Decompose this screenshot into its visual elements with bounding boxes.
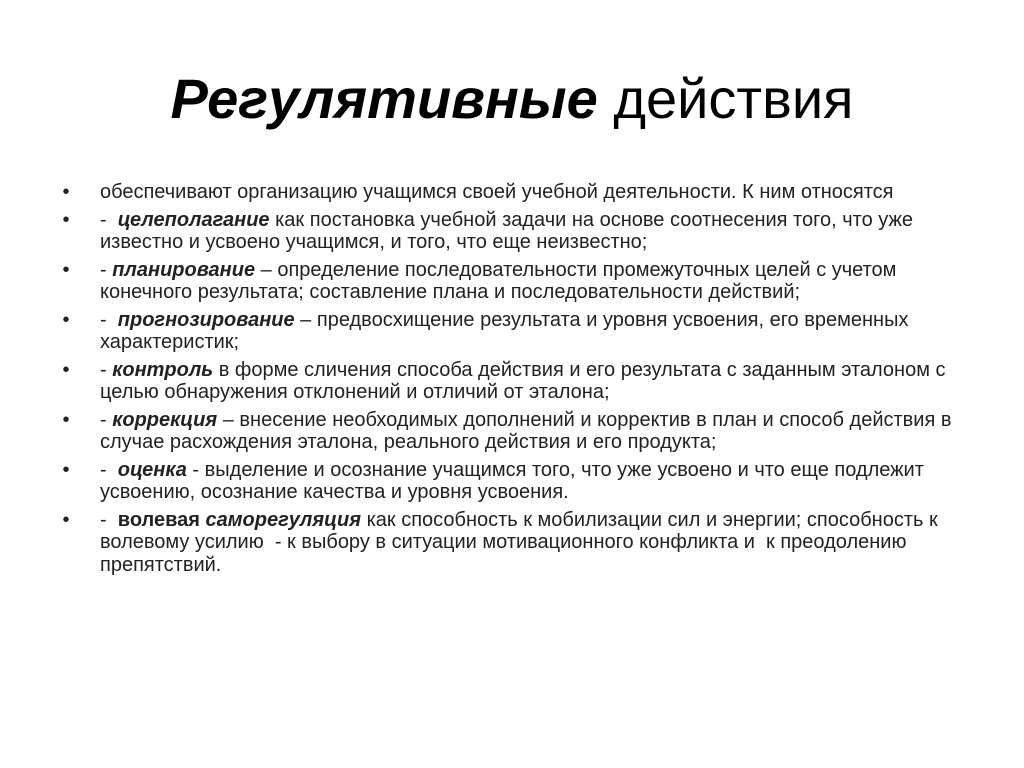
bullet-item-planning: [60, 259, 960, 304]
bullet-icon: •: [62, 458, 70, 481]
bullet-list: [60, 181, 960, 581]
bullet-text: – определение последовательности промежуточных целей с учетом конечного результата; составление плана и последовательности действий;: [100, 258, 902, 303]
bullet-term: оценка: [117, 458, 187, 481]
bullet-item-goal-setting: [60, 209, 960, 254]
slide-title: [0, 64, 1024, 134]
bullet-icon: •: [62, 181, 70, 203]
bullet-prefix: -: [100, 358, 113, 381]
bullet-item-forecasting: [60, 309, 960, 354]
bullet-text: – предвосхищение результата и уровня усвоения, его временных характеристик;: [100, 308, 915, 353]
bullet-icon: •: [62, 408, 70, 431]
bullet-term: целеполагание: [117, 208, 270, 231]
bullet-item-correction: [60, 409, 960, 454]
bullet-text: – внесение необходимых дополнений и корректив в план и способ действия в случае расхождения эталона, реального действия и его продукта;: [100, 408, 958, 453]
bullet-prefix: -: [100, 208, 118, 231]
bullet-text: как постановка учебной задачи на основе соотнесения того, что уже известно и усвоено учащимся, и того, что еще неизвестно;: [100, 208, 919, 253]
bullet-prefix: -: [100, 258, 113, 281]
bullet-text: в форме сличения способа действия и его результата с заданным эталоном с целью обнаружения отклонений и отличий от эталона;: [100, 358, 952, 403]
bullet-icon: •: [62, 358, 70, 381]
bullet-icon: •: [62, 308, 70, 331]
title-normal-part: действия: [613, 67, 854, 130]
bullet-term: контроль: [112, 358, 214, 381]
bullet-term: прогнозирование: [117, 308, 295, 331]
bullet-icon: •: [62, 258, 70, 281]
bullet-term: планирование: [112, 258, 256, 281]
bullet-icon: •: [62, 508, 70, 531]
bullet-prefix: -: [100, 408, 113, 431]
bullet-text: - выделение и осознание учащимся того, что уже усвоено и что еще подлежит усвоению, осознание качества и уровня усвоения.: [100, 458, 930, 503]
bullet-prefix: -: [100, 458, 118, 481]
bullet-term: коррекция: [112, 408, 218, 431]
bullet-term: саморегуляция: [205, 508, 362, 531]
bullet-item-intro: [60, 181, 960, 204]
bullet-text: как способность к мобилизации сил и энергии; способность к волевому усилию - к выбору в ситуации мотивационного конфликта и к преодолению препятствий.: [100, 508, 944, 576]
bullet-prefix: -: [100, 308, 118, 331]
bullet-item-assessment: [60, 459, 960, 504]
bullet-term-bold: волевая: [117, 508, 200, 531]
bullet-prefix: -: [100, 508, 118, 531]
bullet-item-control: [60, 359, 960, 404]
bullet-item-self-regulation: [60, 509, 960, 577]
bullet-icon: •: [62, 208, 70, 231]
bullet-text: обеспечивают организацию учащимся своей учебной деятельности. К ним относятся: [100, 181, 894, 203]
title-strong-part: Регулятивные: [170, 67, 598, 130]
